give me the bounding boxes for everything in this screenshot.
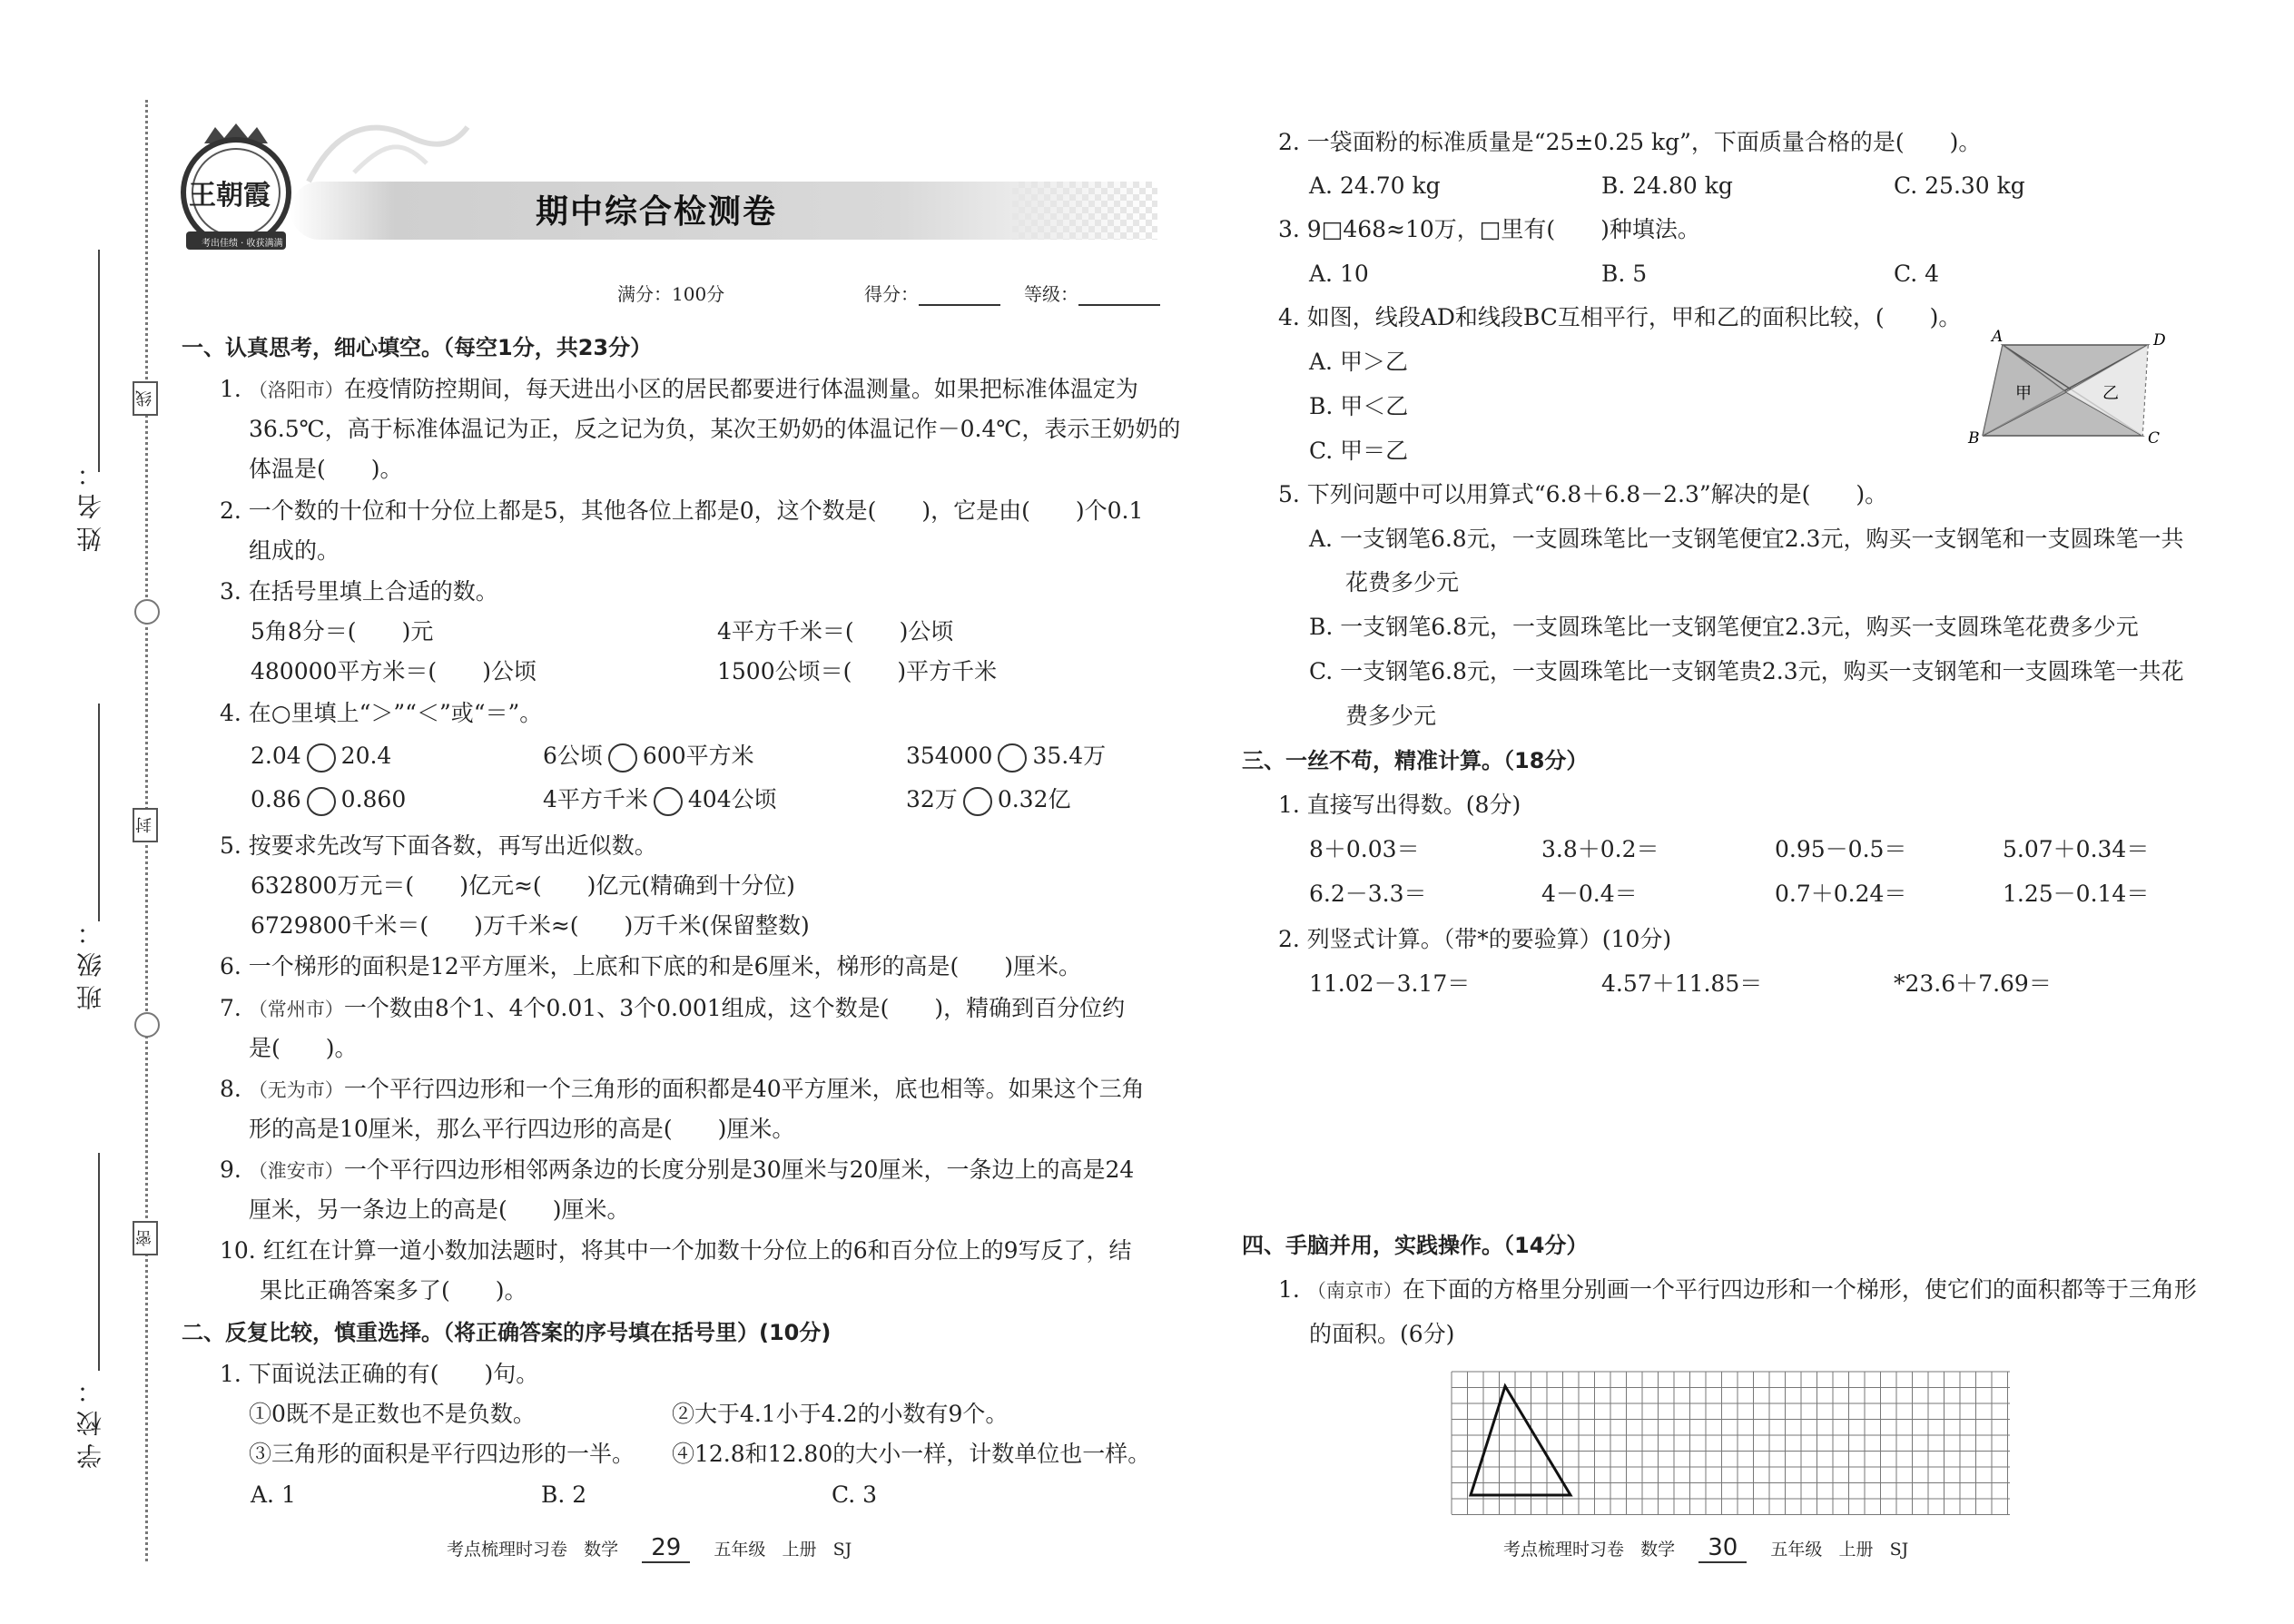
q1-4-compare: 32万 0.32亿	[906, 786, 1070, 816]
q2-1-option-c[interactable]: C. 3	[832, 1481, 878, 1508]
q1-3: 3. 在括号里填上合适的数。	[220, 578, 498, 605]
compare-circle[interactable]	[998, 743, 1027, 773]
q1-4-compare: 6公顷 600平方米	[543, 743, 754, 773]
q1-2-line-1: 2. 一个数的十位和十分位上都是5，其他各位上都是0，这个数是( )，它是由( )个0.1	[220, 497, 1144, 524]
q1-3-item: 4平方千米＝( )公顷	[717, 618, 954, 645]
q1-5: 5. 按要求先改写下面各数，再写出近似数。	[220, 832, 657, 859]
q1-1-line-3: 体温是( )。	[249, 456, 403, 482]
q4-1-line-1: 1. （南京市）在下面的方格里分别画一个平行四边形和一个梯形，使它们的面积都等于三角形	[1278, 1276, 2197, 1303]
label-b: B	[1968, 429, 1980, 447]
parallel-segments-figure	[1966, 329, 2166, 447]
binding-swirl-icon	[134, 599, 160, 625]
q2-5-option-c-cont: 费多少元	[1345, 703, 1437, 729]
q1-7-line-1: 7. （常州市）一个数由8个1、4个0.01、3个0.001组成，这个数是( )，精确到百分位约	[220, 995, 1126, 1021]
calc-item: 0.95－0.5＝	[1775, 836, 1907, 862]
q1-3-item: 1500公顷＝( )平方千米	[717, 658, 998, 684]
q2-3-option-c[interactable]: C. 4	[1894, 261, 1940, 287]
right-footer: 考点梳理时习卷 数学 30 五年级 上册 SJ	[1503, 1534, 1909, 1561]
brand-logo-text: 王朝霞	[189, 180, 271, 212]
q1-10-line-2: 果比正确答案多了( )。	[260, 1277, 527, 1304]
triangle-shape	[1471, 1386, 1570, 1495]
q2-3-option-b[interactable]: B. 5	[1601, 261, 1648, 287]
binding-mark-dense: 密	[133, 1221, 158, 1255]
q2-1: 1. 下面说法正确的有( )句。	[220, 1361, 539, 1387]
score-field[interactable]	[864, 280, 1000, 306]
label-c: C	[2148, 429, 2161, 447]
calc-item: 5.07＋0.34＝	[2003, 836, 2150, 862]
compare-circle[interactable]	[307, 743, 336, 773]
q1-1-line-2: 36.5℃，高于标准体温记为正，反之记为负，某次王奶奶的体温记作－0.4℃，表示王奶奶的	[249, 416, 1181, 442]
compare-circle[interactable]	[963, 787, 992, 816]
label-yi: 乙	[2102, 384, 2119, 403]
q3-2: 2. 列竖式计算。（带*的要验算）(10分)	[1278, 926, 1672, 952]
q2-1-option-b[interactable]: B. 2	[541, 1481, 587, 1508]
q2-1-statement: ②大于4.1小于4.2的小数有9个。	[672, 1401, 1009, 1427]
q2-5: 5. 下列问题中可以用算式“6.8＋6.8－2.3”解决的是( )。	[1278, 481, 1888, 507]
name-write-line	[98, 250, 100, 472]
vertical-calc-item: 11.02－3.17＝	[1309, 970, 1471, 997]
q2-1-statement: ①0既不是正数也不是负数。	[249, 1401, 536, 1427]
q2-2-option-b[interactable]: B. 24.80 kg	[1601, 172, 1733, 199]
compare-circle[interactable]	[608, 743, 637, 773]
q1-7-line-2: 是( )。	[249, 1035, 358, 1061]
q2-5-option-a-cont: 花费多少元	[1345, 569, 1460, 595]
q1-5-b: 6729800千米＝( )万千米≈( )万千米(保留整数)	[251, 912, 810, 939]
calc-item: 0.7＋0.24＝	[1775, 881, 1907, 907]
compare-circle[interactable]	[654, 787, 683, 816]
full-score: 满分：100分	[617, 283, 725, 305]
vertical-calc-item: 4.57＋11.85＝	[1601, 970, 1763, 997]
label-jia: 甲	[2015, 384, 2032, 403]
binding-mark-seal: 封	[133, 808, 158, 842]
calc-item: 4－0.4＝	[1541, 881, 1638, 907]
q2-4-option-b[interactable]: B. 甲＜乙	[1309, 393, 1409, 419]
q1-4-compare: 0.86 0.860	[251, 786, 406, 816]
q2-5-option-c[interactable]: C. 一支钢笔6.8元，一支圆珠笔比一支钢笔贵2.3元，购买一支钢笔和一支圆珠笔一共花	[1309, 658, 2184, 684]
q1-3-item: 480000平方米＝( )公顷	[251, 658, 537, 684]
score-label: 得分：	[864, 283, 919, 305]
q1-10-line-1: 10. 红红在计算一道小数加法题时，将其中一个加数十分位上的6和百分位上的9写反了，结	[220, 1237, 1132, 1264]
page-title: 期中综合检测卷	[536, 193, 778, 231]
q1-4-compare: 354000 35.4万	[906, 743, 1106, 773]
q2-3-option-a[interactable]: A. 10	[1309, 261, 1369, 287]
section-4-heading: 四、手脑并用，实践操作。（14分）	[1242, 1233, 1589, 1258]
q2-5-option-a[interactable]: A. 一支钢笔6.8元，一支圆珠笔比一支钢笔便宜2.3元，购买一支钢笔和一支圆珠笔一共	[1309, 526, 2184, 552]
q1-8-line-1: 8. （无为市）一个平行四边形和一个三角形的面积都是40平方厘米，底也相等。如果这个三角	[220, 1076, 1145, 1102]
class-write-line	[98, 704, 100, 921]
q1-2-line-2: 组成的。	[249, 537, 340, 564]
section-1-heading: 一、认真思考，细心填空。（每空1分，共23分）	[182, 335, 653, 360]
q2-1-statement: ③三角形的面积是平行四边形的一半。	[249, 1441, 635, 1467]
q2-2: 2. 一袋面粉的标准质量是“25±0.25 kg”，下面质量合格的是( )。	[1278, 129, 1982, 155]
page-number: 29	[642, 1534, 690, 1563]
page-number: 30	[1698, 1534, 1747, 1563]
section-3-heading: 三、一丝不苟，精准计算。（18分）	[1242, 748, 1589, 773]
q2-2-option-a[interactable]: A. 24.70 kg	[1309, 172, 1441, 199]
q2-5-option-b[interactable]: B. 一支钢笔6.8元，一支圆珠笔比一支钢笔便宜2.3元，购买一支圆珠笔花费多少元	[1309, 614, 2139, 640]
school-write-line	[98, 1153, 100, 1371]
section-2-heading: 二、反复比较，慎重选择。（将正确答案的序号填在括号里）(10分)	[182, 1320, 832, 1345]
compare-circle[interactable]	[307, 787, 336, 816]
q1-4-compare: 4平方千米 404公顷	[543, 786, 777, 816]
calc-item: 6.2－3.3＝	[1309, 881, 1427, 907]
q3-1: 1. 直接写出得数。(8分)	[1278, 792, 1521, 818]
q1-9-line-1: 9. （淮安市）一个平行四边形相邻两条边的长度分别是30厘米与20厘米，一条边上的高是24	[220, 1156, 1135, 1183]
brand-motto: 考出佳绩 · 收获满满	[202, 239, 283, 249]
q2-3: 3. 9□468≈10万，□里有( )种填法。	[1278, 216, 1700, 242]
calc-item: 1.25－0.14＝	[2003, 881, 2150, 907]
grade-field[interactable]	[1024, 280, 1160, 306]
q4-1-line-2: 的面积。(6分)	[1309, 1321, 1455, 1347]
left-footer: 考点梳理时习卷 数学 29 五年级 上册 SJ	[447, 1534, 852, 1561]
q1-3-item: 5角8分＝( )元	[251, 618, 434, 645]
class-label: 班级：	[75, 912, 105, 1010]
q1-1-line-1: 1. （洛阳市）在疫情防控期间，每天进出小区的居民都要进行体温测量。如果把标准体温定为	[220, 376, 1138, 402]
ribbon-decoration-icon	[300, 109, 472, 191]
q2-4-option-c[interactable]: C. 甲＝乙	[1309, 438, 1409, 464]
q1-8-line-2: 形的高是10厘米，那么平行四边形的高是( )厘米。	[249, 1116, 795, 1142]
q2-2-option-c[interactable]: C. 25.30 kg	[1894, 172, 2025, 199]
q1-6: 6. 一个梯形的面积是12平方厘米，上底和下底的和是6厘米，梯形的高是( )厘米。	[220, 953, 1082, 979]
q2-1-option-a[interactable]: A. 1	[251, 1481, 296, 1508]
q2-4-option-a[interactable]: A. 甲＞乙	[1309, 349, 1408, 375]
drawing-grid[interactable]	[1451, 1371, 2011, 1515]
q1-9-line-2: 厘米，另一条边上的高是( )厘米。	[249, 1196, 630, 1223]
calc-item: 3.8＋0.2＝	[1541, 836, 1659, 862]
grade-label: 等级：	[1024, 283, 1078, 305]
q1-4-compare: 2.04 20.4	[251, 743, 391, 773]
binding-mark-line: 线	[133, 381, 158, 416]
q2-4: 4. 如图，线段AD和线段BC互相平行，甲和乙的面积比较，( )。	[1278, 304, 1962, 330]
q1-5-a: 632800万元＝( )亿元≈( )亿元(精确到十分位)	[251, 872, 795, 899]
q2-1-statement: ④12.8和12.80的大小一样，计数单位也一样。	[672, 1441, 1151, 1467]
vertical-calc-item: *23.6＋7.69＝	[1894, 970, 2052, 997]
calc-item: 8＋0.03＝	[1309, 836, 1420, 862]
label-a: A	[1992, 329, 2004, 346]
q1-4: 4. 在○里填上“＞”“＜”或“＝”。	[220, 700, 543, 726]
name-label: 姓名：	[75, 454, 105, 552]
binding-swirl-icon	[134, 1012, 160, 1038]
school-label: 学校：	[75, 1371, 105, 1469]
label-d: D	[2153, 331, 2166, 349]
